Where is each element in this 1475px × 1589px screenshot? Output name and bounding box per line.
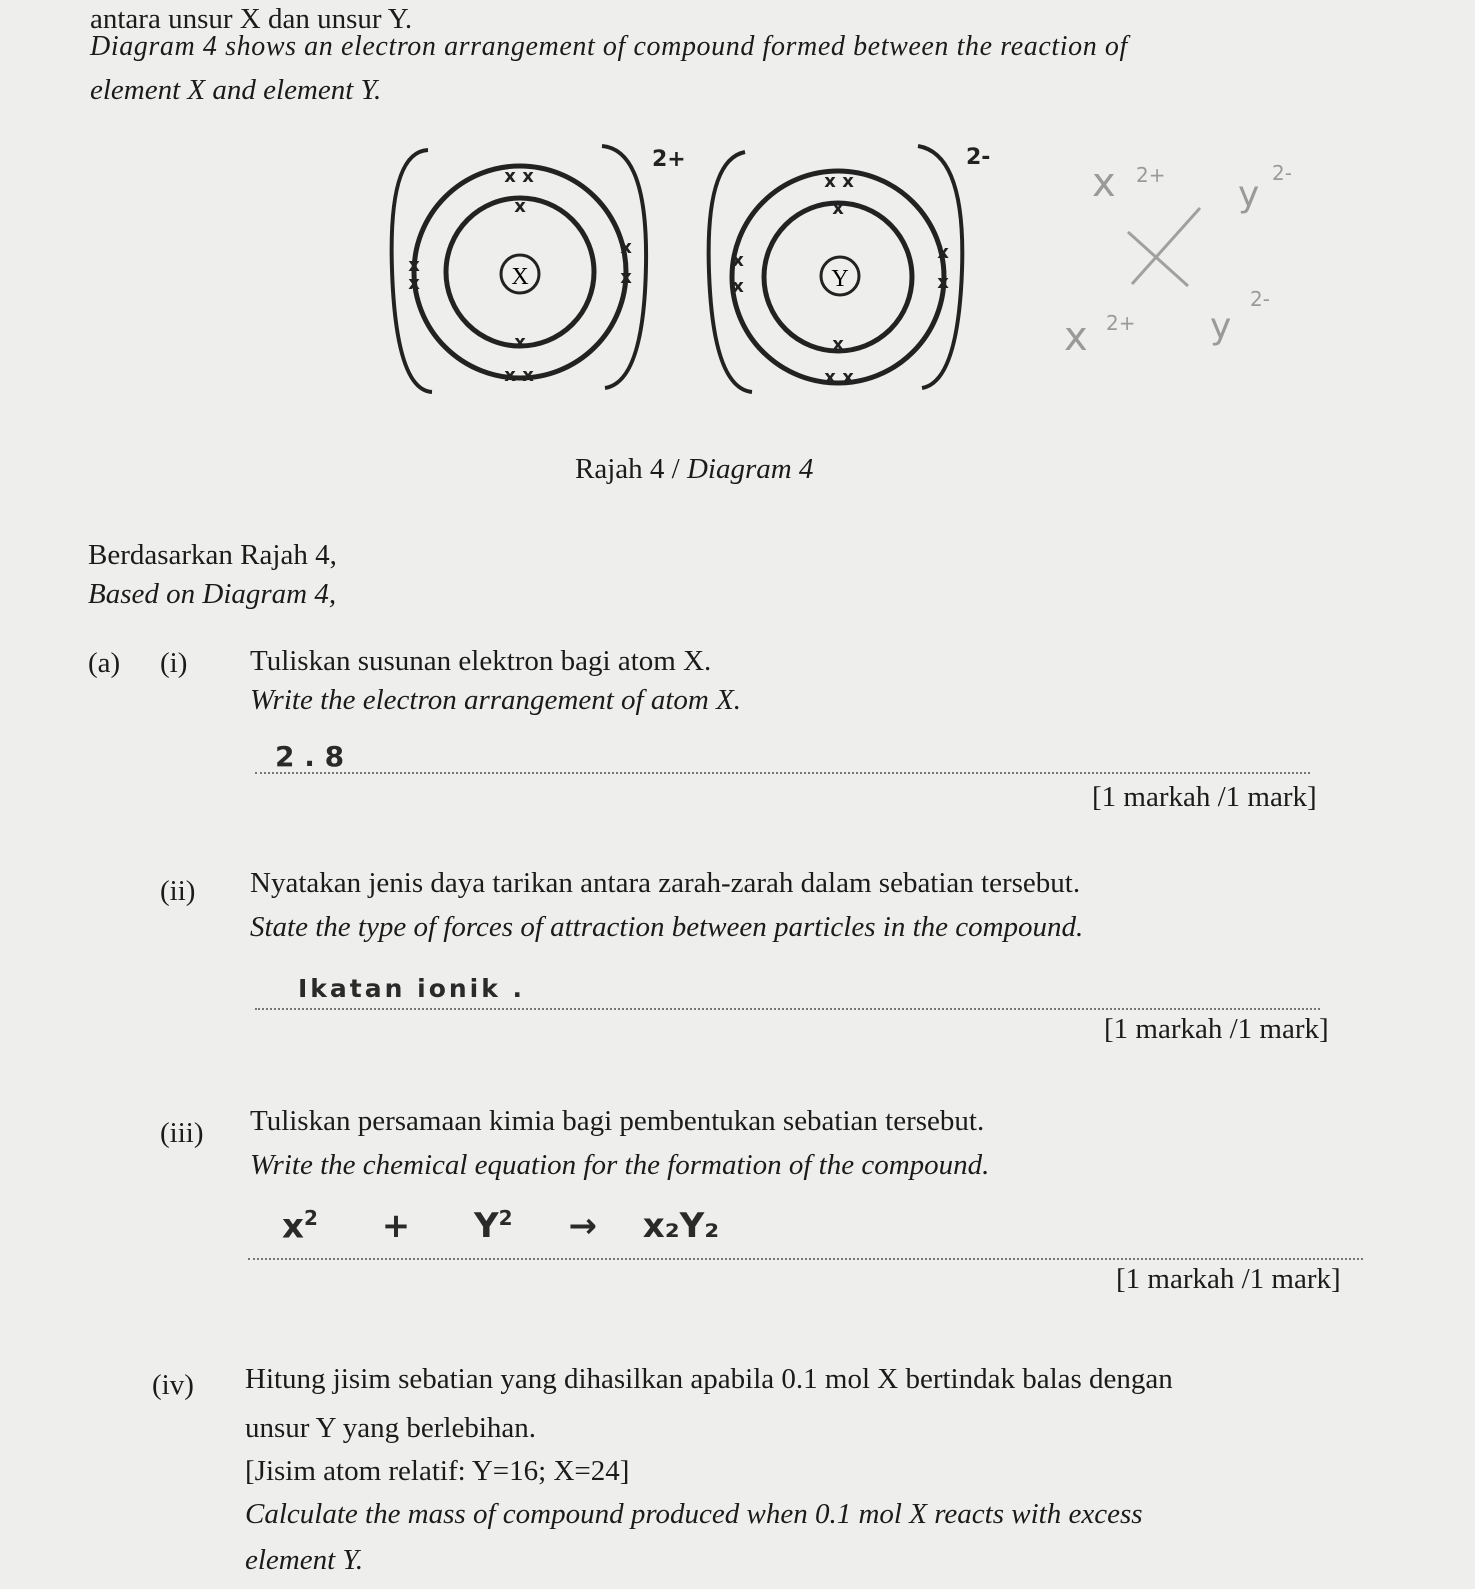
note-y-top: y	[1238, 174, 1260, 215]
q-i-mark: [1 markah /1 mark]	[1092, 781, 1317, 813]
q-iv-en2: element Y.	[245, 1544, 364, 1576]
electron: x	[522, 365, 534, 386]
q-iii-en: Write the chemical equation for the formation of the compound.	[250, 1149, 990, 1181]
part-a-label: (a)	[88, 647, 121, 679]
electron: x	[937, 272, 949, 293]
note-y-bottom: y	[1210, 306, 1232, 347]
note-y-top-sup: 2-	[1272, 161, 1292, 185]
q-i-en: Write the electron arrangement of atom X.	[250, 684, 742, 716]
q-iv-number: (iv)	[152, 1369, 194, 1401]
diagram-caption	[575, 452, 813, 486]
q-iii-ms: Tuliskan persamaan kimia bagi pembentukan sebatian tersebut.	[250, 1105, 985, 1137]
q-ii-ms: Nyatakan jenis daya tarikan antara zarah-zarah dalam sebatian tersebut.	[250, 867, 1081, 899]
q-iv-ram: [Jisim atom relatif: Y=16; X=24]	[245, 1455, 630, 1487]
electron: x	[504, 365, 516, 386]
q-i-answer: 2 . 8	[275, 740, 345, 773]
electron: x	[832, 334, 844, 355]
electron: x	[842, 367, 854, 388]
q-iii-answer-line	[248, 1258, 1363, 1260]
electron: x	[842, 171, 854, 192]
q-ii-number: (ii)	[160, 875, 196, 907]
eq-plus: +	[381, 1206, 411, 1247]
electron: x	[514, 196, 526, 217]
based-on-en: Based on Diagram 4,	[88, 578, 337, 610]
q-iv-ms2: unsur Y yang berlebihan.	[245, 1412, 536, 1444]
electron: x	[824, 171, 836, 192]
electron-diagram	[0, 0, 1475, 440]
eq-x-sup: 2	[303, 1206, 318, 1230]
eq-x: x	[282, 1206, 304, 1247]
electron: x	[832, 198, 844, 219]
q-i-ms: Tuliskan susunan elektron bagi atom X.	[250, 645, 712, 677]
q-iii-answer	[282, 1206, 719, 1246]
based-on-ms: Berdasarkan Rajah 4,	[88, 539, 337, 571]
caption-en: Diagram 4	[686, 453, 814, 485]
electron: x	[514, 332, 526, 353]
charge-x: 2+	[652, 147, 686, 172]
ion-y	[709, 145, 991, 392]
electron: x	[620, 237, 632, 258]
electron: x	[732, 250, 744, 271]
intro-line-en1: Diagram 4 shows an electron arrangement of compound formed between the reaction of	[90, 31, 1128, 62]
charge-y: 2-	[966, 145, 991, 170]
q-iii-mark: [1 markah /1 mark]	[1116, 1263, 1341, 1295]
eq-arrow: →	[568, 1206, 597, 1247]
eq-y-sup: 2	[498, 1206, 513, 1230]
q-ii-answer: Ikatan ionik .	[298, 974, 526, 1003]
electron: x	[522, 166, 534, 187]
eq-product: x₂Y₂	[642, 1206, 720, 1247]
nucleus-x-label: X	[511, 264, 529, 290]
electron: x	[937, 242, 949, 263]
q-iv-en1: Calculate the mass of compound produced when 0.1 mol X reacts with excess	[245, 1498, 1143, 1530]
q-ii-en: State the type of forces of attraction between particles in the compound.	[250, 911, 1084, 943]
electron: x	[408, 255, 420, 276]
q-ii-mark: [1 markah /1 mark]	[1104, 1013, 1329, 1045]
note-x-bottom-sup: 2+	[1106, 311, 1136, 335]
intro-line-en2: element X and element Y.	[90, 74, 382, 106]
electron: x	[824, 367, 836, 388]
electron: x	[732, 276, 744, 297]
caption-ms: Rajah 4 /	[575, 453, 687, 485]
intro-line-ms: antara unsur X dan unsur Y.	[90, 3, 413, 35]
note-y-bottom-sup: 2-	[1250, 287, 1270, 311]
note-x-top: x	[1092, 160, 1116, 206]
ion-x	[392, 146, 686, 392]
q-ii-answer-line	[255, 1008, 1320, 1010]
electron: x	[408, 273, 420, 294]
q-iv-ms1: Hitung jisim sebatian yang dihasilkan apabila 0.1 mol X bertindak balas dengan	[245, 1363, 1173, 1395]
electron: x	[620, 267, 632, 288]
note-x-top-sup: 2+	[1136, 163, 1166, 187]
side-notes	[1064, 160, 1292, 360]
nucleus-y-label: Y	[831, 266, 849, 292]
q-iii-number: (iii)	[160, 1117, 204, 1149]
note-x-bottom: x	[1064, 314, 1088, 360]
eq-y: Y	[474, 1206, 499, 1247]
q-i-number: (i)	[160, 647, 188, 679]
q-i-answer-line	[255, 772, 1310, 774]
bracket-right-y	[918, 146, 962, 388]
electron: x	[504, 166, 516, 187]
